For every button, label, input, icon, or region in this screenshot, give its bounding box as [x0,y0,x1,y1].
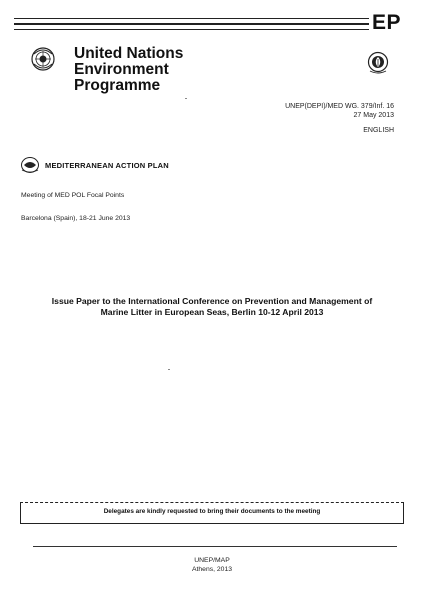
document-symbol: UNEP(DEPI)/MED WG. 379/Inf. 16 [285,103,394,110]
header-rule-top [14,18,369,19]
section-title: MEDITERRANEAN ACTION PLAN [45,161,169,170]
header-rule-bottom [14,29,369,30]
footer-organization: UNEP/MAP [194,557,230,564]
ep-badge: EP [372,11,402,34]
issue-paper-title [20,296,404,318]
footer [0,556,424,574]
meeting-name: Meeting of MED POL Focal Points [21,192,125,199]
scan-speck [185,98,187,99]
delegates-notice-box [20,502,404,524]
org-line-2: Environment [74,61,169,78]
header-rule-middle [14,23,369,25]
document-language: ENGLISH [363,127,394,134]
issue-title-line-2: Marine Litter in European Seas, Berlin 10-12 April 2013 [100,307,324,317]
meeting-place-date: Barcelona (Spain), 18-21 June 2013 [21,215,131,222]
org-line-3: Programme [74,77,161,94]
document-reference [285,102,394,120]
org-line-1: United Nations [74,45,184,62]
unep-emblem-icon [367,51,389,75]
issue-title-line-1: Issue Paper to the International Conference on Prevention and Management of [51,296,373,306]
footer-rule [33,546,397,547]
document-date: 27 May 2013 [353,112,394,119]
un-emblem-icon [30,46,56,72]
organization-name [74,46,183,94]
footer-place-year: Athens, 2013 [191,566,233,573]
scan-speck [168,369,170,370]
delegates-notice-text: Delegates are kindly requested to bring their documents to the meeting [103,508,321,515]
map-emblem-icon [20,156,40,174]
